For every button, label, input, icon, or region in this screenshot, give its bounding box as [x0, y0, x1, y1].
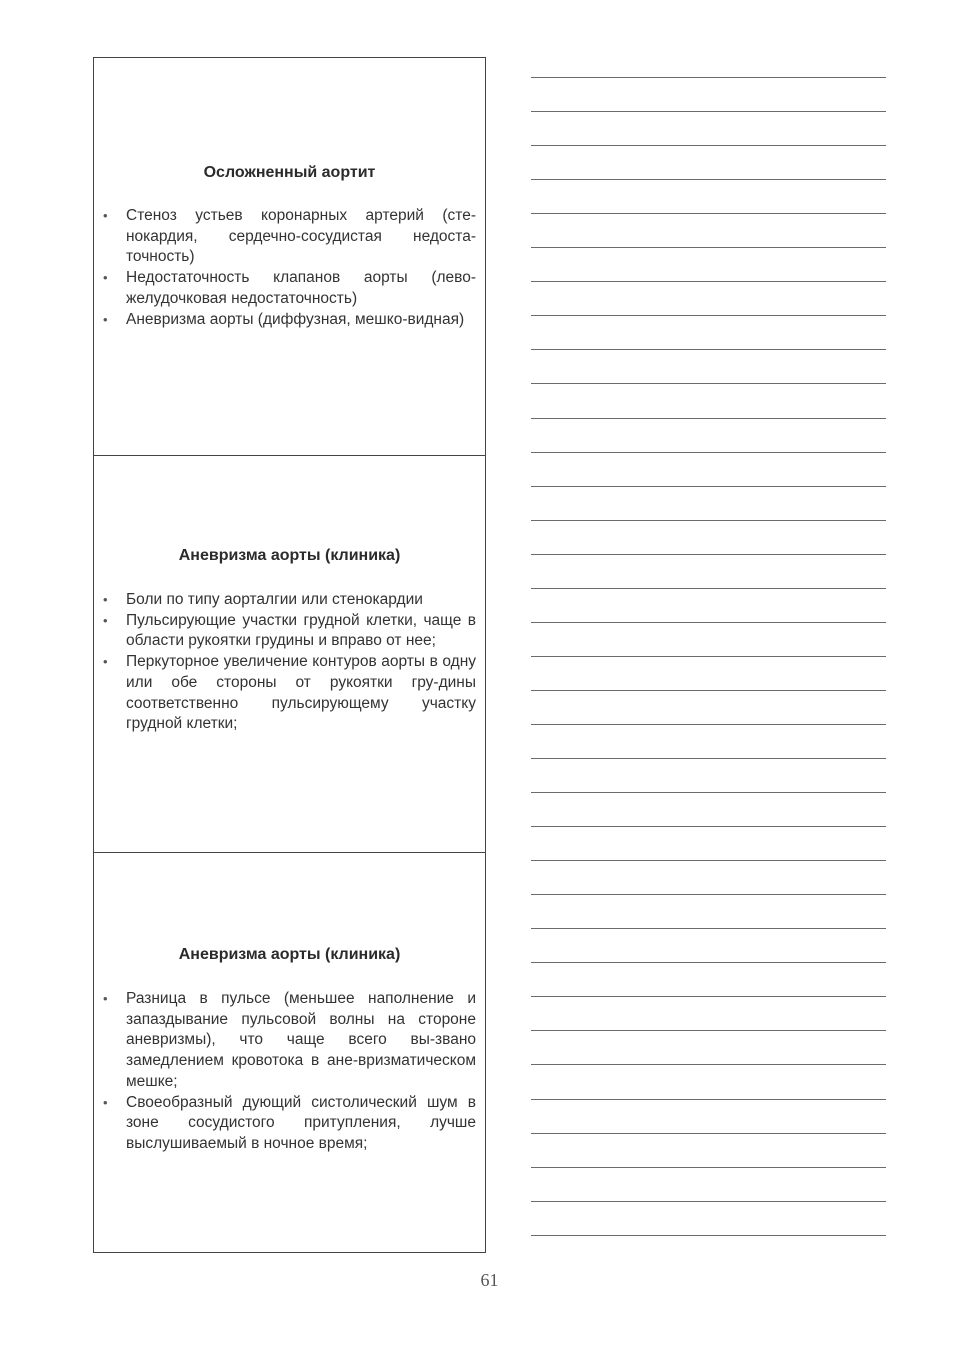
note-line — [531, 792, 886, 793]
note-line — [531, 1167, 886, 1168]
note-line — [531, 1099, 886, 1100]
note-line — [531, 179, 886, 180]
note-line — [531, 315, 886, 316]
list-item-text: Аневризма аорты (диффузная, мешко-видная) — [126, 310, 465, 328]
bullet-list — [102, 989, 476, 1155]
note-line — [531, 656, 886, 657]
note-line — [531, 1235, 886, 1236]
note-line — [531, 1133, 886, 1134]
card-aneurysm-clinic-2 — [94, 852, 485, 1252]
note-line — [531, 452, 886, 453]
list-item — [102, 1093, 476, 1155]
card-aneurysm-clinic-1 — [94, 455, 485, 852]
bullet-icon: • — [103, 592, 108, 607]
card-title: Аневризма аорты (клиника) — [178, 547, 401, 564]
note-line — [531, 962, 886, 963]
note-lines — [531, 0, 886, 1350]
note-line — [531, 826, 886, 827]
note-line — [531, 383, 886, 384]
note-line — [531, 860, 886, 861]
list-item — [102, 268, 476, 309]
note-line — [531, 758, 886, 759]
card-complicated-aortitis — [94, 58, 485, 455]
list-item — [102, 206, 476, 268]
list-item — [102, 652, 476, 735]
list-item — [102, 590, 476, 611]
note-line — [531, 1064, 886, 1065]
note-line — [531, 349, 886, 350]
note-line — [531, 928, 886, 929]
page-number: 61 — [480, 1270, 499, 1290]
flashcard-column — [93, 57, 486, 1253]
note-line — [531, 588, 886, 589]
note-line — [531, 418, 886, 419]
list-item — [102, 611, 476, 652]
note-line — [531, 554, 886, 555]
card-title: Аневризма аорты (клиника) — [178, 946, 401, 963]
list-item-text: Боли по типу аорталгии или стенокардии — [126, 591, 423, 608]
note-line — [531, 996, 886, 997]
note-line — [531, 77, 886, 78]
bullet-icon: • — [103, 1094, 108, 1110]
note-line — [531, 247, 886, 248]
note-line — [531, 894, 886, 895]
list-item-text: Пульсирующие участки грудной клетки, чаще в области рукоятки грудины и вправо от нее; — [126, 611, 476, 650]
list-item-text: Разница в пульсе (меньшее наполнение и запаздывание пульсовой волны на стороне аневризмы), что чаще всего вы-звано замедлением кровотока в ане-вризматическом мешке; — [126, 990, 476, 1090]
note-line — [531, 724, 886, 725]
note-line — [531, 486, 886, 487]
note-line — [531, 145, 886, 146]
bullet-list — [102, 206, 476, 330]
bullet-list — [102, 590, 476, 735]
list-item-text: Своеобразный дующий систолический шум в зоне сосудистого притупления, лучше выслушиваемый в ночное время; — [126, 1093, 476, 1152]
list-item-text: Перкуторное увеличение контуров аорты в одну или обе стороны от рукоятки гру-дины соответственно пульсирующему участку грудной клетки; — [126, 653, 476, 733]
list-item-text: Недостаточность клапанов аорты (лево-желудочковая недостаточность) — [126, 269, 476, 307]
card-title: Осложненный аортит — [203, 164, 376, 181]
bullet-icon: • — [103, 654, 108, 670]
note-line — [531, 690, 886, 691]
note-line — [531, 281, 886, 282]
bullet-icon: • — [103, 208, 108, 223]
bullet-icon: • — [103, 991, 108, 1006]
bullet-icon: • — [103, 270, 108, 286]
list-item — [102, 989, 476, 1093]
note-line — [531, 520, 886, 521]
note-line — [531, 1030, 886, 1031]
bullet-icon: • — [103, 311, 108, 327]
list-item — [102, 310, 476, 331]
list-item-text: Стеноз устьев коронарных артерий (сте-нокардия, сердечно-сосудистая недоста-точность) — [126, 207, 476, 266]
note-line — [531, 213, 886, 214]
note-line — [531, 111, 886, 112]
note-line — [531, 1201, 886, 1202]
bullet-icon: • — [103, 612, 108, 628]
note-line — [531, 622, 886, 623]
